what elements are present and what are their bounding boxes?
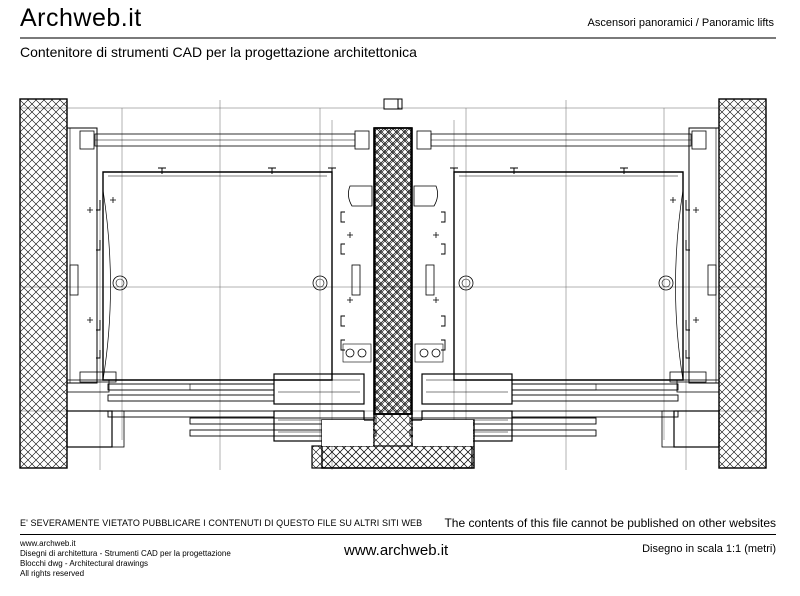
right-lift-plan bbox=[375, 99, 766, 470]
warning-english: The contents of this file cannot be published on other websites bbox=[444, 516, 776, 530]
central-base bbox=[312, 99, 474, 468]
brand-logo: Archweb.it bbox=[20, 4, 142, 32]
lift-plan-drawing bbox=[0, 90, 800, 475]
info-line: Blocchi dwg - Architectural drawings bbox=[20, 559, 149, 568]
scale-label: Disegno in scala 1:1 (metri) bbox=[642, 543, 776, 555]
info-line: All rights reserved bbox=[20, 569, 85, 578]
footer-rule bbox=[20, 534, 776, 535]
header-rule bbox=[20, 37, 776, 39]
left-lift-plan bbox=[20, 99, 411, 470]
page-subtitle: Contenitore di strumenti CAD per la progettazione architettonica bbox=[20, 44, 417, 60]
info-line: www.archweb.it bbox=[20, 539, 76, 548]
info-line: Disegni di architettura - Strumenti CAD per la progettazione bbox=[20, 549, 231, 558]
category-label: Ascensori panoramici / Panoramic lifts bbox=[587, 17, 774, 29]
warning-italian: E' SEVERAMENTE VIETATO PUBBLICARE I CONTENUTI DI QUESTO FILE SU ALTRI SITI WEB bbox=[20, 518, 423, 528]
footer-info bbox=[20, 539, 231, 579]
footer-site: www.archweb.it bbox=[344, 542, 449, 559]
